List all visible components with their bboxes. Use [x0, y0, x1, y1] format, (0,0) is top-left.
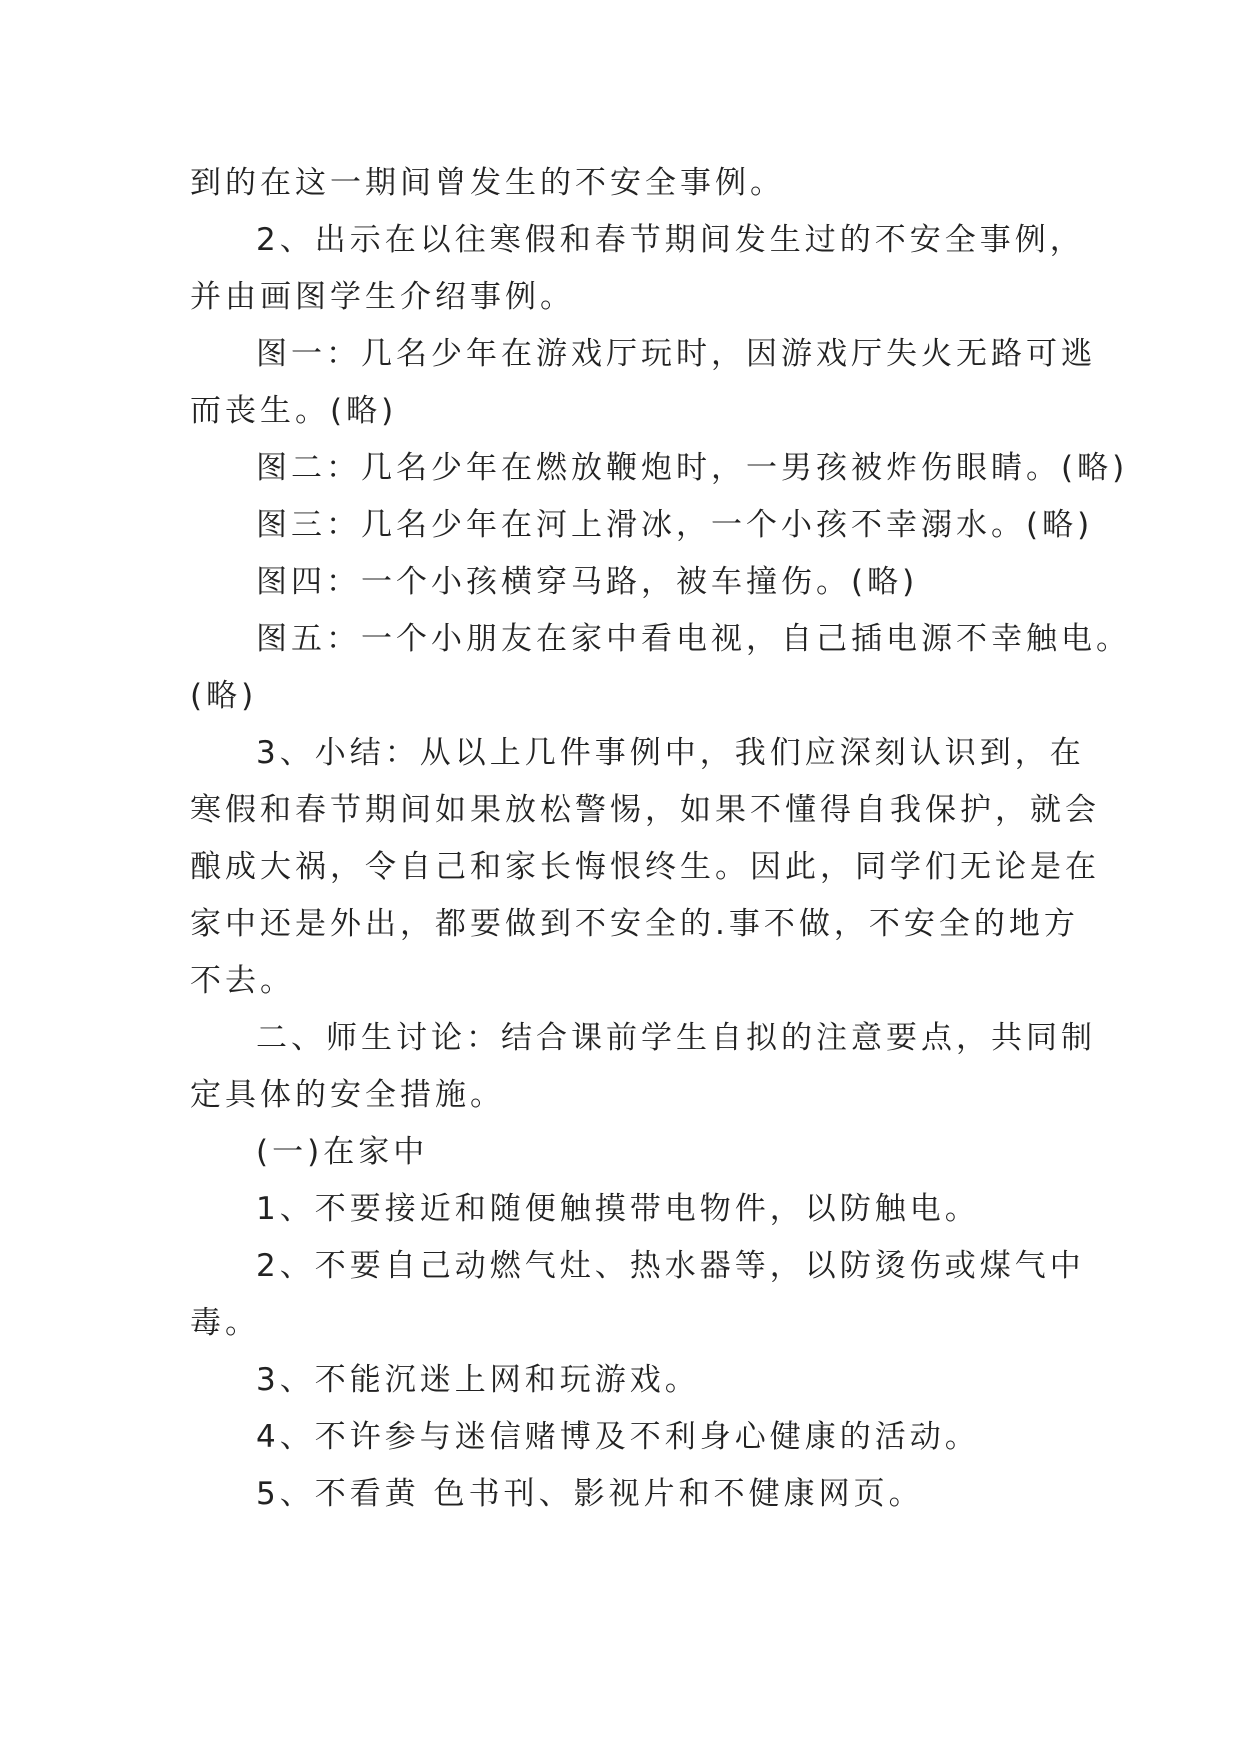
text-line: 图三：几名少年在河上滑冰，一个小孩不幸溺水。(略): [256, 507, 1094, 543]
text-line: 而丧生。(略): [190, 393, 398, 429]
text-line: 3、小结：从以上几件事例中，我们应深刻认识到，在: [256, 735, 1085, 771]
text-line: 3、不能沉迷上网和玩游戏。: [256, 1362, 700, 1398]
text-line: 家中还是外出，都要做到不安全的.事不做，不安全的地方: [190, 906, 1079, 942]
text-line: 并由画图学生介绍事例。: [190, 279, 575, 315]
text-line: 2、出示在以往寒假和春节期间发生过的不安全事例，: [256, 222, 1085, 258]
text-line: 寒假和春节期间如果放松警惕，如果不懂得自我保护，就会: [190, 792, 1100, 828]
text-line: 4、不许参与迷信赌博及不利身心健康的活动。: [256, 1419, 980, 1455]
text-line: 图四：一个小孩横穿马路，被车撞伤。(略): [256, 564, 919, 600]
text-line: (略): [190, 678, 258, 714]
text-line: 到的在这一期间曾发生的不安全事例。: [190, 165, 785, 201]
body-text: [190, 155, 1131, 1523]
text-line: 不去。: [190, 963, 295, 999]
text-line: 图二：几名少年在燃放鞭炮时，一男孩被炸伤眼睛。(略): [256, 450, 1129, 486]
text-line: 图五：一个小朋友在家中看电视，自己插电源不幸触电。: [256, 621, 1131, 657]
text-line: 毒。: [190, 1305, 260, 1341]
text-line: 酿成大祸，令自己和家长悔恨终生。因此，同学们无论是在: [190, 849, 1100, 885]
text-line: (一)在家中: [256, 1134, 429, 1170]
text-line: 图一：几名少年在游戏厅玩时，因游戏厅失火无路可逃: [256, 336, 1096, 372]
text-line: 2、不要自己动燃气灶、热水器等，以防烫伤或煤气中: [256, 1248, 1085, 1284]
text-line: 定具体的安全措施。: [190, 1077, 505, 1113]
text-line: 1、不要接近和随便触摸带电物件，以防触电。: [256, 1191, 980, 1227]
text-line: 5、不看黄 色书刊、影视片和不健康网页。: [256, 1476, 924, 1512]
text-line: 二、师生讨论：结合课前学生自拟的注意要点，共同制: [256, 1020, 1096, 1056]
